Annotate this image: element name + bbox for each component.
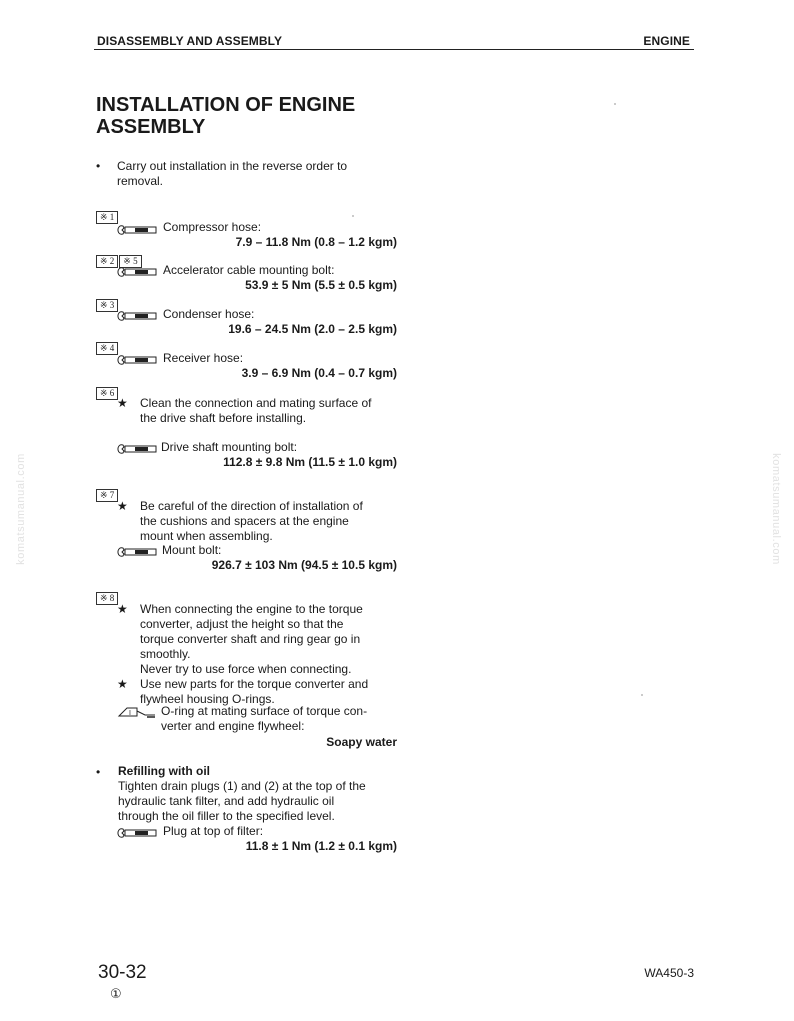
header-rule <box>94 49 694 50</box>
header-section-title: DISASSEMBLY AND ASSEMBLY <box>97 34 283 48</box>
star-note-icon: ★ <box>117 602 128 616</box>
intro-line1: Carry out installation in the reverse order to <box>117 159 348 173</box>
ref-tags-1 <box>96 207 119 225</box>
note-line: O-ring at mating surface of torque con- <box>161 704 368 718</box>
note-line: the cushions and spacers at the engine <box>140 514 349 528</box>
star-note-icon: ★ <box>117 677 128 691</box>
spec-value: 3.9 – 6.9 Nm (0.4 – 0.7 kgm) <box>241 366 397 380</box>
note8-text-2 <box>140 677 398 707</box>
ref-tags-6 <box>96 383 119 401</box>
ref-tags-7 <box>96 485 119 503</box>
note-line: the drive shaft before installing. <box>140 411 307 425</box>
refill-heading: Refilling with oil <box>118 764 210 778</box>
ref-tags-3 <box>96 295 119 313</box>
header-chapter-title: ENGINE <box>643 34 690 48</box>
refill-line: through the oil filler to the specified level. <box>118 809 335 823</box>
ref-tag: ※ 4 <box>96 342 118 355</box>
revision-mark: ① <box>110 986 122 1001</box>
spec-value: 112.8 ± 9.8 Nm (11.5 ± 1.0 kgm) <box>223 455 397 469</box>
note-line: Clean the connection and mating surface of <box>140 396 372 410</box>
note-line: flywheel housing O-rings. <box>140 692 275 706</box>
page-title-line2: ASSEMBLY <box>96 116 206 138</box>
page-title <box>96 94 355 138</box>
ref-tag: ※ 3 <box>96 299 118 312</box>
spec-value: 926.7 ± 103 Nm (94.5 ± 10.5 kgm) <box>211 558 397 572</box>
ref-tag: ※ 1 <box>96 211 118 224</box>
note6-text <box>140 396 398 426</box>
spec-label: Receiver hose: <box>163 351 244 365</box>
scan-speck <box>641 694 643 696</box>
torque-wrench-icon <box>117 443 157 455</box>
refill-line: Tighten drain plugs (1) and (2) at the top of the <box>118 779 366 793</box>
page-title-line1: INSTALLATION OF ENGINE <box>96 94 356 116</box>
oring-text <box>161 704 398 734</box>
note7-text <box>140 499 398 544</box>
ref-tag: ※ 6 <box>96 387 118 400</box>
refill-line: hydraulic tank filter, and add hydraulic oil <box>118 794 335 808</box>
note-line: Use new parts for the torque converter and <box>140 677 369 691</box>
note-line: When connecting the engine to the torque <box>140 602 363 616</box>
ref-tags-4 <box>96 338 119 356</box>
ref-tag: ※ 8 <box>96 592 118 605</box>
note-line: torque converter shaft and ring gear go in <box>140 632 361 646</box>
star-note-icon: ★ <box>117 396 128 410</box>
ref-tags-8 <box>96 588 119 606</box>
note-line: mount when assembling. <box>140 529 273 543</box>
lubricant-icon <box>117 705 157 719</box>
spec-value: 19.6 – 24.5 Nm (2.0 – 2.5 kgm) <box>228 322 397 336</box>
spec-label: Drive shaft mounting bolt: <box>161 440 298 454</box>
intro-bullet: • <box>96 159 101 173</box>
torque-wrench-icon <box>117 224 157 236</box>
spec-value: 7.9 – 11.8 Nm (0.8 – 1.2 kgm) <box>235 235 397 249</box>
scan-speck <box>352 215 354 217</box>
model-number: WA450-3 <box>644 966 694 980</box>
refill-bullet: • <box>96 765 101 779</box>
intro-text <box>117 159 398 189</box>
note-line: Be careful of the direction of installation of <box>140 499 363 513</box>
page-number: 30-32 <box>98 962 147 983</box>
watermark-right: komatsumanual.com <box>769 453 782 565</box>
note-line: verter and engine flywheel: <box>161 719 305 733</box>
spec-label: Mount bolt: <box>162 543 222 557</box>
star-note-icon: ★ <box>117 499 128 513</box>
ref-tag: ※ 2 <box>96 255 118 268</box>
torque-wrench-icon <box>117 827 157 839</box>
scan-speck <box>614 103 616 105</box>
svg-text:I: I <box>129 710 131 717</box>
ref-tag: ※ 7 <box>96 489 118 502</box>
note-line: converter, adjust the height so that the <box>140 617 344 631</box>
ref-tag: ※ 5 <box>119 255 141 268</box>
spec-label: Condenser hose: <box>163 307 255 321</box>
note8-text <box>140 602 398 677</box>
spec-label: Accelerator cable mounting bolt: <box>163 263 335 277</box>
note-line: Never try to use force when connecting. <box>140 662 352 676</box>
torque-wrench-icon <box>117 354 157 366</box>
spec-label: Compressor hose: <box>163 220 262 234</box>
torque-wrench-icon <box>117 546 157 558</box>
spec-value: 53.9 ± 5 Nm (5.5 ± 0.5 kgm) <box>245 278 397 292</box>
spec-label: Plug at top of filter: <box>163 824 264 838</box>
intro-line2: removal. <box>117 174 164 188</box>
spec-value: 11.8 ± 1 Nm (1.2 ± 0.1 kgm) <box>245 839 397 853</box>
torque-wrench-icon <box>117 266 157 278</box>
refill-text <box>118 779 398 824</box>
torque-wrench-icon <box>117 310 157 322</box>
lubricant-value: Soapy water <box>326 735 397 749</box>
note-line: smoothly. <box>140 647 191 661</box>
watermark-left: komatsumanual.com <box>14 453 27 565</box>
